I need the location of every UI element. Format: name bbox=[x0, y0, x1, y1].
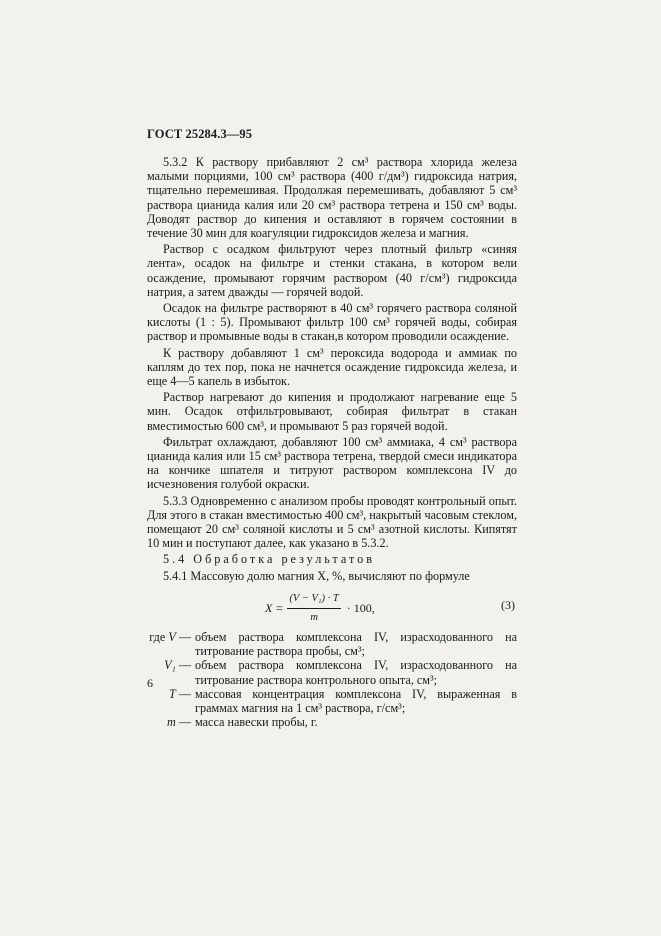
paragraph-5-4-1: 5.4.1 Массовую долю магния X, %, вычисляют по формуле bbox=[163, 568, 470, 583]
definition-row bbox=[147, 630, 517, 658]
paragraph-5-3-2: 5.3.2 К раствору прибавляют 2 см³ раствора хлорида железа малыми порциями, 100 см³ раствора (400 г/дм³) гидроксида натрия, тщательно перемешивая. Продолжая перемешивать, добавляют 5 см³ раствора цианида калия или 20 см³ раствора тетрена и 150 см³ воды. Доводят раствор до кипения и оставляют в горячем состоянии в течение 30 мин для коагуляции гидроксидов железа и магния. bbox=[147, 155, 517, 241]
formula-tail: · 100, bbox=[346, 601, 375, 616]
paragraph-dissolve-precipitate: Осадок на фильтре растворяют в 40 см³ горячего раствора соляной кислоты (1 : 5). Промывают фильтр 100 см³ горячей воды, собирая раствор и промывные воды в стакан,в котором проводили осаждение. bbox=[147, 301, 517, 344]
formula-numerator: (V − V₁) · T bbox=[287, 592, 340, 609]
paragraph-5-3-3: 5.3.3 Одновременно с анализом пробы проводят контрольный опыт. Для этого в стакан вместимостью 400 см³, накрытый часовым стеклом, помещают 20 см³ соляной кислоты и 5 см³ азотной кислоты. Кипятят 10 мин и поступают далее, как указано в 5.3.2. bbox=[147, 493, 517, 551]
formula-3 bbox=[147, 588, 517, 626]
definition-row bbox=[147, 687, 517, 715]
formula-lhs: X = bbox=[265, 601, 284, 616]
formula-fraction bbox=[287, 592, 340, 625]
definition-symbol: V₁ bbox=[164, 658, 176, 673]
definition-text: объем раствора комплексона IV, израсходованного на титрование раствора контрольного опыта, см³; bbox=[195, 658, 517, 687]
definition-text: масса навески пробы, г. bbox=[195, 715, 318, 730]
paragraph-titration: Фильтрат охлаждают, добавляют 100 см³ аммиака, 4 см³ раствора цианида калия или 15 см³ раствора тетрена, твердой смеси индикатора на кончике шпателя и титруют раствором комплексона IV до исчезновения голубой окраски. bbox=[147, 434, 517, 492]
variable-definitions bbox=[147, 630, 517, 729]
paragraph-add-peroxide: К раствору добавляют 1 см³ пероксида водорода и аммиак по каплям до тех пор, пока не начнется осаждение гидроксида железа, и еще 4—5 капель в избыток. bbox=[147, 345, 517, 389]
definition-row bbox=[147, 658, 517, 686]
definition-text: объем раствора комплексона IV, израсходованного на титрование раствора пробы, см³; bbox=[195, 629, 517, 659]
definition-dash: — bbox=[178, 658, 191, 673]
document-header: ГОСТ 25284.3—95 bbox=[147, 127, 253, 141]
definition-symbol: V bbox=[168, 629, 176, 644]
paragraph-filtration: Раствор с осадком фильтруют через плотный фильтр «синяя лента», осадок на фильтре и стенки стакана, в котором вели осаждение, промывают горячим раствором (40 г/см³) гидроксида натрия, а затем дважды — горячей водой. bbox=[147, 242, 517, 299]
definition-dash: — bbox=[178, 686, 191, 701]
document-body bbox=[147, 155, 517, 729]
formula-denominator: m bbox=[310, 612, 318, 624]
definition-prefix: где bbox=[149, 629, 166, 644]
definition-symbol: T bbox=[168, 686, 176, 701]
definition-text: массовая концентрация комплексона IV, выраженная в граммах магния на 1 см³ раствора, г/см³; bbox=[195, 686, 517, 715]
definition-symbol: m bbox=[166, 715, 176, 730]
page-number: 6 bbox=[147, 676, 153, 690]
paragraph-heating: Раствор нагревают до кипения и продолжают нагревание еще 5 мин. Осадок отфильтровывают, собирая фильтрат в стакан вместимостью 600 см³, и промывают 5 раз горячей водой. bbox=[147, 390, 517, 433]
formula-number: (3) bbox=[501, 597, 515, 612]
definition-row bbox=[147, 715, 517, 729]
definition-dash: — bbox=[178, 629, 191, 644]
definition-dash: — bbox=[178, 715, 191, 730]
section-heading-5-4: 5.4 Обработка результатов bbox=[163, 552, 375, 567]
